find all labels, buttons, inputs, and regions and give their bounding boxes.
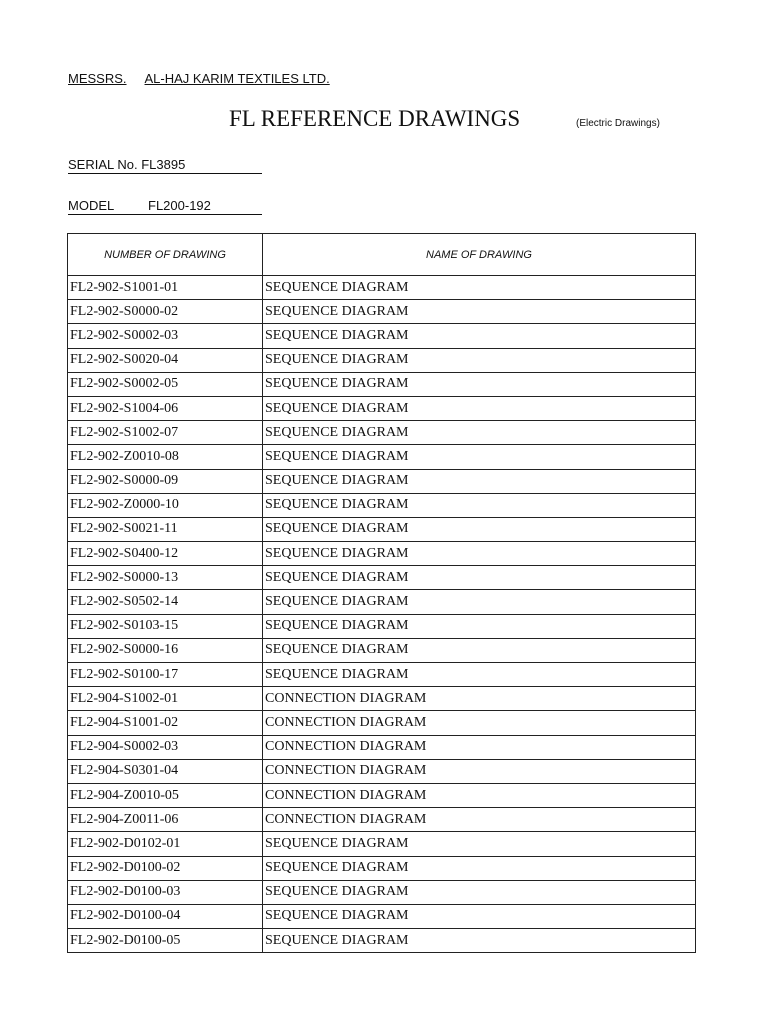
table-row [68,904,696,928]
drawing-name-cell: SEQUENCE DIAGRAM [263,904,696,928]
drawing-number-cell: FL2-902-D0100-03 [68,880,263,904]
column-header-name: NAME OF DRAWING [263,234,696,276]
serial-number: SERIAL No. FL3895 [68,157,262,174]
table-row [68,300,696,324]
table-row [68,856,696,880]
table-row [68,445,696,469]
drawing-number-cell: FL2-902-S0020-04 [68,348,263,372]
drawing-name-cell: SEQUENCE DIAGRAM [263,638,696,662]
table-row [68,880,696,904]
drawing-number-cell: FL2-902-S0000-09 [68,469,263,493]
table-row [68,735,696,759]
drawing-number-cell: FL2-902-S0000-02 [68,300,263,324]
drawing-name-cell: SEQUENCE DIAGRAM [263,517,696,541]
table-row [68,348,696,372]
drawing-number-cell: FL2-904-Z0010-05 [68,783,263,807]
drawing-name-cell: SEQUENCE DIAGRAM [263,832,696,856]
table-row [68,396,696,420]
drawing-name-cell: CONNECTION DIAGRAM [263,759,696,783]
drawing-number-cell: FL2-902-S0400-12 [68,542,263,566]
model-value: FL200-192 [148,198,211,213]
drawing-name-cell: SEQUENCE DIAGRAM [263,614,696,638]
drawing-number-cell: FL2-904-S1002-01 [68,687,263,711]
drawing-number-cell: FL2-904-Z0011-06 [68,808,263,832]
drawing-number-cell: FL2-902-Z0000-10 [68,493,263,517]
drawings-table [67,233,696,953]
drawing-number-cell: FL2-902-S0000-16 [68,638,263,662]
model-label: MODEL [68,198,115,213]
document-subtitle: (Electric Drawings) [576,118,660,129]
drawing-name-cell: SEQUENCE DIAGRAM [263,493,696,517]
drawing-number-cell: FL2-902-S0000-13 [68,566,263,590]
drawing-number-cell: FL2-902-S1001-01 [68,276,263,300]
table-row [68,372,696,396]
drawing-name-cell: SEQUENCE DIAGRAM [263,880,696,904]
table-header-row [68,234,696,276]
table-row [68,566,696,590]
drawing-name-cell: SEQUENCE DIAGRAM [263,542,696,566]
drawing-number-cell: FL2-904-S0002-03 [68,735,263,759]
drawing-name-cell: CONNECTION DIAGRAM [263,711,696,735]
drawing-number-cell: FL2-904-S0301-04 [68,759,263,783]
drawing-number-cell: FL2-902-S0002-03 [68,324,263,348]
drawing-name-cell: SEQUENCE DIAGRAM [263,469,696,493]
table-row [68,638,696,662]
drawing-name-cell: SEQUENCE DIAGRAM [263,372,696,396]
drawing-name-cell: SEQUENCE DIAGRAM [263,348,696,372]
table-row [68,469,696,493]
table-row [68,711,696,735]
drawing-number-cell: FL2-902-S1004-06 [68,396,263,420]
drawing-name-cell: SEQUENCE DIAGRAM [263,590,696,614]
drawing-name-cell: SEQUENCE DIAGRAM [263,856,696,880]
drawing-name-cell: SEQUENCE DIAGRAM [263,324,696,348]
table-row [68,663,696,687]
drawing-name-cell: SEQUENCE DIAGRAM [263,276,696,300]
table-row [68,929,696,953]
table-row [68,614,696,638]
drawing-number-cell: FL2-902-D0100-02 [68,856,263,880]
drawing-number-cell: FL2-902-Z0010-08 [68,445,263,469]
table-row [68,421,696,445]
drawing-number-cell: FL2-902-S0502-14 [68,590,263,614]
drawing-name-cell: CONNECTION DIAGRAM [263,783,696,807]
drawing-name-cell: SEQUENCE DIAGRAM [263,300,696,324]
drawing-name-cell: CONNECTION DIAGRAM [263,735,696,759]
drawing-number-cell: FL2-902-D0102-01 [68,832,263,856]
drawing-number-cell: FL2-902-S0103-15 [68,614,263,638]
table-row [68,542,696,566]
table-row [68,759,696,783]
drawing-number-cell: FL2-902-S1002-07 [68,421,263,445]
messrs-line [68,71,330,86]
drawing-name-cell: SEQUENCE DIAGRAM [263,396,696,420]
drawing-name-cell: SEQUENCE DIAGRAM [263,445,696,469]
drawing-number-cell: FL2-902-S0002-05 [68,372,263,396]
table-row [68,590,696,614]
drawing-number-cell: FL2-902-S0021-11 [68,517,263,541]
table-row [68,832,696,856]
table-row [68,517,696,541]
drawing-name-cell: SEQUENCE DIAGRAM [263,421,696,445]
table-row [68,276,696,300]
table-row [68,324,696,348]
drawing-name-cell: CONNECTION DIAGRAM [263,808,696,832]
table-row [68,783,696,807]
customer-name: AL-HAJ KARIM TEXTILES LTD. [144,71,330,86]
table-row [68,808,696,832]
document-title: FL REFERENCE DRAWINGS [229,106,521,131]
column-header-number: NUMBER OF DRAWING [68,234,263,276]
model-line [68,198,262,215]
drawing-name-cell: CONNECTION DIAGRAM [263,687,696,711]
drawing-name-cell: SEQUENCE DIAGRAM [263,663,696,687]
table-body [68,276,696,953]
drawing-number-cell: FL2-902-D0100-04 [68,904,263,928]
drawing-name-cell: SEQUENCE DIAGRAM [263,566,696,590]
drawing-number-cell: FL2-904-S1001-02 [68,711,263,735]
drawing-number-cell: FL2-902-S0100-17 [68,663,263,687]
table-row [68,687,696,711]
drawing-name-cell: SEQUENCE DIAGRAM [263,929,696,953]
drawing-number-cell: FL2-902-D0100-05 [68,929,263,953]
table-row [68,493,696,517]
messrs-label: MESSRS. [68,71,127,86]
